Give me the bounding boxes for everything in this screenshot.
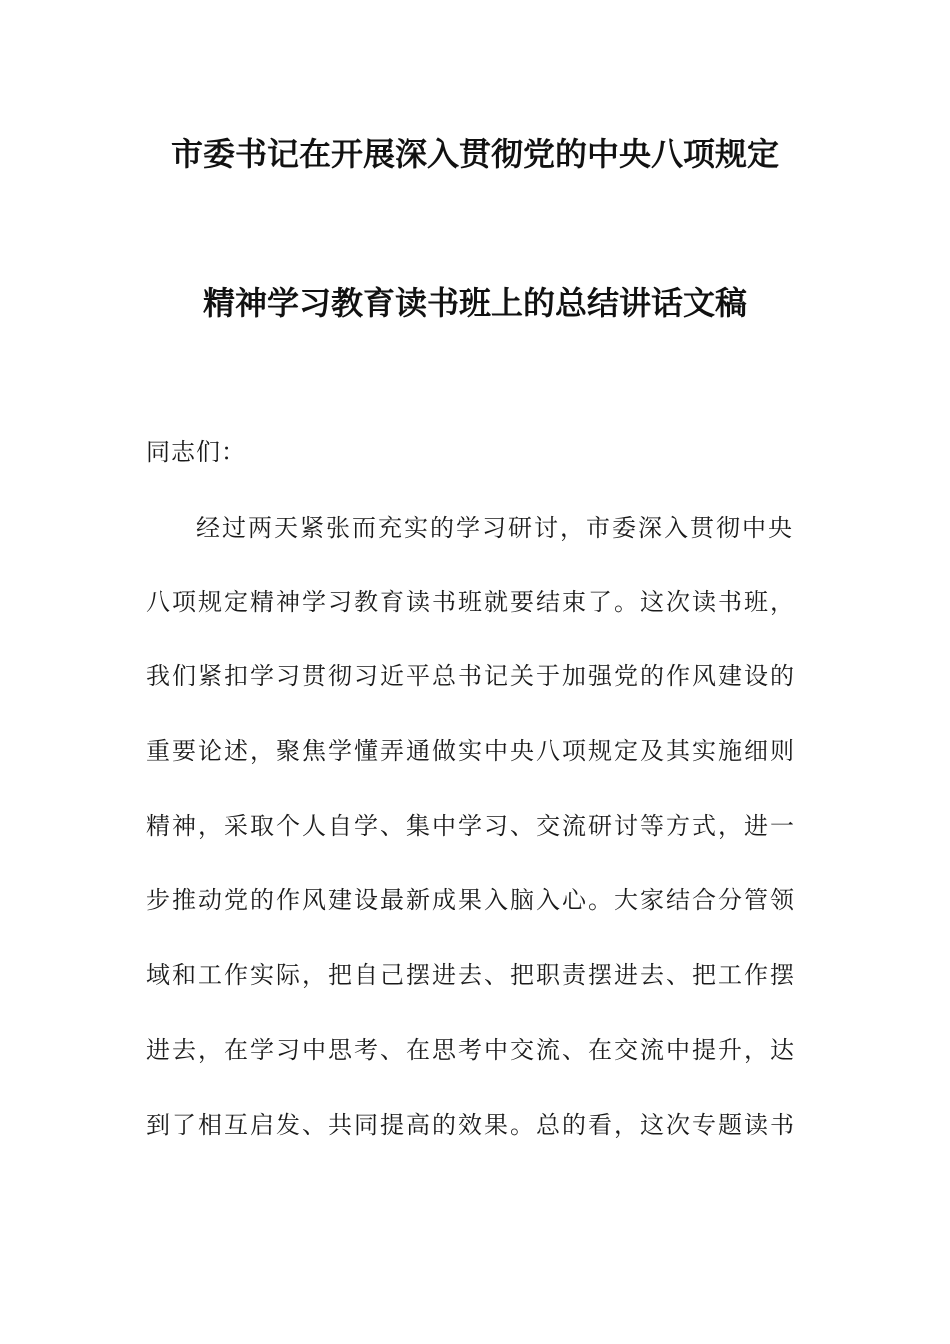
paragraph-line: 步推动党的作风建设最新成果入脑入心。大家结合分管领 (146, 886, 796, 914)
paragraph-line: 域和工作实际，把自己摆进去、把职责摆进去、把工作摆 (146, 961, 796, 989)
document-title-line-1: 市委书记在开展深入贯彻党的中央八项规定 (170, 135, 779, 173)
document-title-line-2: 精神学习教育读书班上的总结讲话文稿 (202, 284, 747, 322)
paragraph-line: 进去，在学习中思考、在思考中交流、在交流中提升，达 (146, 1036, 796, 1064)
paragraph-line: 重要论述，聚焦学懂弄通做实中央八项规定及其实施细则 (146, 737, 796, 765)
paragraph-line: 八项规定精神学习教育读书班就要结束了。这次读书班， (146, 588, 796, 616)
paragraph-line: 到了相互启发、共同提高的效果。总的看，这次专题读书 (146, 1111, 796, 1139)
paragraph-line: 精神，采取个人自学、集中学习、交流研讨等方式，进一 (146, 812, 796, 840)
paragraph-line: 我们紧扣学习贯彻习近平总书记关于加强党的作风建设的 (146, 662, 796, 690)
paragraph-line: 经过两天紧张而充实的学习研讨，市委深入贯彻中央 (196, 514, 794, 542)
salutation: 同志们： (146, 438, 246, 466)
